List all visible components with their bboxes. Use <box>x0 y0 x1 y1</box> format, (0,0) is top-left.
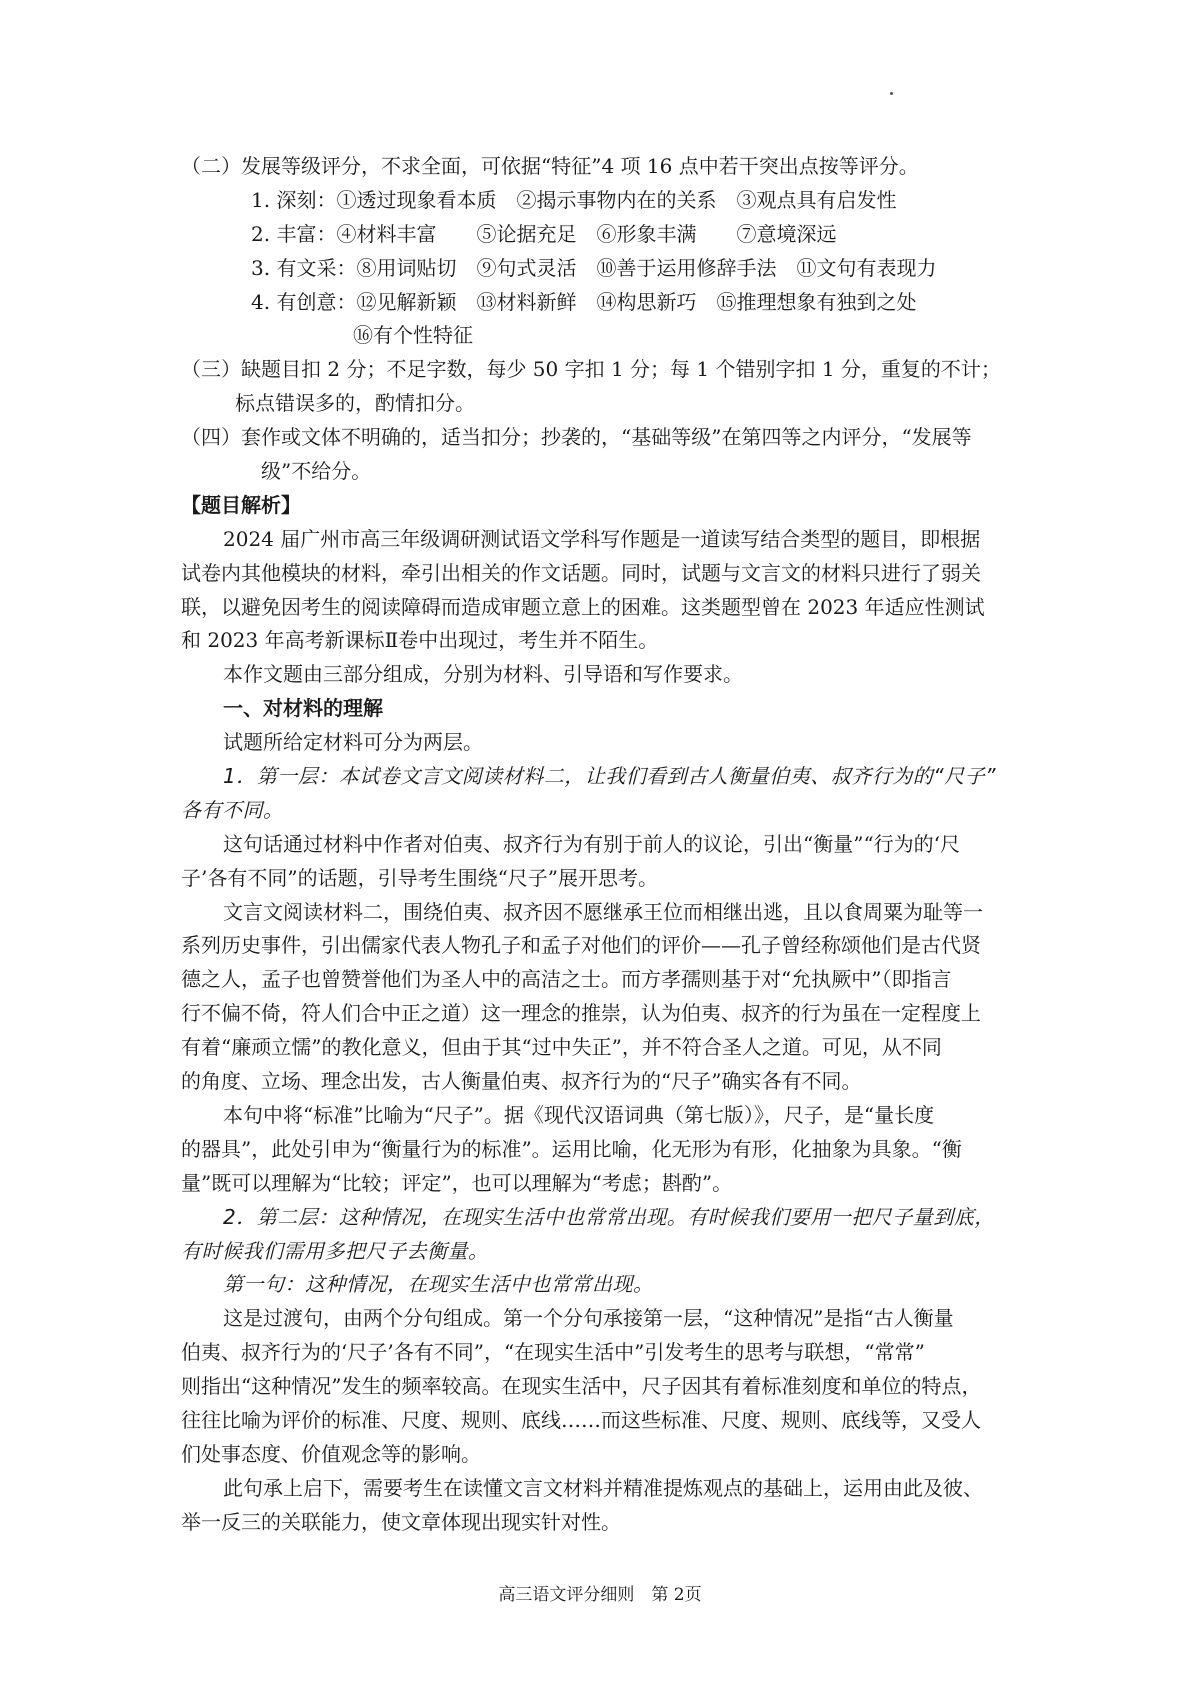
paragraph-line: 试题所给定材料可分为两层。 <box>223 730 483 755</box>
criteria-creativity-cont: ⑯有个性特征 <box>353 323 473 348</box>
paragraph-line: 的角度、立场、理念出发，古人衡量伯夷、叔齐行为的“尺子”确实各有不同。 <box>181 1069 862 1094</box>
page-footer: 高三语文评分细则 第 2页 <box>498 1585 702 1605</box>
rule-three-cont: 标点错误多的，酌情扣分。 <box>235 391 475 416</box>
paragraph-line: 这句话通过材料中作者对伯夷、叔齐行为有别于前人的议论，引出“衡量”“行为的‘尺 <box>223 831 961 856</box>
quoted-material-line: 有时候我们需用多把尺子去衡量。 <box>181 1238 489 1263</box>
quoted-material-line: 1．第一层：本试卷文言文阅读材料二，让我们看到古人衡量伯夷、叔齐行为的“尺子” <box>223 764 996 789</box>
paragraph-line: 和 2023 年高考新课标Ⅱ卷中出现过，考生并不陌生。 <box>181 628 659 653</box>
criteria-depth: 1. 深刻：①透过现象看本质 ②揭示事物内在的关系 ③观点具有启发性 <box>251 187 897 212</box>
paragraph-line: 有着“廉顽立懦”的教化意义，但由于其“过中失正”，并不符合圣人之道。可见，从不同 <box>181 1035 942 1060</box>
criteria-creativity: 4. 有创意：⑫见解新颖 ⑬材料新鲜 ⑭构思新巧 ⑮推理想象有独到之处 <box>251 289 917 314</box>
paragraph-line: 往往比喻为评价的标准、尺度、规则、底线……而这些标准、尺度、规则、底线等，又受人 <box>181 1407 981 1432</box>
paragraph-line: 伯夷、叔齐行为的‘尺子’各有不同”，“在现实生活中”引发考生的思考与联想，“常常” <box>181 1340 925 1365</box>
quoted-material-line: 第一句：这种情况，在现实生活中也常常出现。 <box>223 1272 654 1297</box>
document-body <box>181 150 1024 1540</box>
paragraph-line: 本句中将“标准”比喻为“尺子”。据《现代汉语词典（第七版）》，尺子，是“量长度 <box>223 1102 935 1127</box>
quoted-material-line: 2．第二层：这种情况，在现实生活中也常常出现。有时候我们要用一把尺子量到底， <box>223 1204 995 1229</box>
paragraph-line: 文言文阅读材料二，围绕伯夷、叔齐因不愿继承王位而相继出逃，且以食周粟为耻等一 <box>223 899 983 924</box>
rule-two: （二）发展等级评分，不求全面，可依据“特征”4 项 16 点中若干突出点按等评分。 <box>181 154 919 178</box>
paragraph-line: 们处事态度、价值观念等的影响。 <box>181 1441 481 1466</box>
paragraph-line: 2024 届广州市高三年级调研测试语文学科写作题是一道读写结合类型的题目，即根据 <box>223 526 981 551</box>
criteria-literary: 3. 有文采：⑧用词贴切 ⑨句式灵活 ⑩善于运用修辞手法 ⑪文句有表现力 <box>251 255 937 280</box>
paragraph-line: 本作文题由三部分组成，分别为材料、引导语和写作要求。 <box>223 662 743 687</box>
paragraph-line: 系列历史事件，引出儒家代表人物孔子和孟子对他们的评价——孔子曾经称颂他们是古代贤 <box>181 933 981 958</box>
paragraph-line: 量”既可以理解为“比较；评定”，也可以理解为“考虑；斟酌”。 <box>181 1170 733 1195</box>
section-heading-analysis: 【题目解析】 <box>181 492 301 517</box>
scan-dot <box>890 92 893 95</box>
paragraph-line: 行不偏不倚，符人们合中正之道）这一理念的推崇，认为伯夷、叔齐的行为虽在一定程度上 <box>181 1001 981 1026</box>
paragraph-line: 联，以避免因考生的阅读障碍而造成审题立意上的困难。这类题型曾在 2023 年适应性测试 <box>181 594 985 619</box>
rule-three: （三）缺题目扣 2 分；不足字数，每少 50 字扣 1 分；每 1 个错别字扣 1 分，重复的不计； <box>181 357 1001 382</box>
paragraph-line: 德之人，孟子也曾赞誉他们为圣人中的高洁之士。而方孝孺则基于对“允执厥中”（即指言 <box>181 967 952 992</box>
rule-four-cont: 级”不给分。 <box>261 459 372 484</box>
paragraph-line: 子’各有不同”的话题，引导考生围绕“尺子”展开思考。 <box>181 865 659 890</box>
rule-four: （四）套作或文体不明确的，适当扣分；抄袭的，“基础等级”在第四等之内评分，“发展等 <box>181 425 972 450</box>
paragraph-line: 试卷内其他模块的材料，牵引出相关的作文话题。同时，试题与文言文的材料只进行了弱关 <box>181 560 981 585</box>
paragraph-line: 举一反三的关联能力，使文章体现出现实针对性。 <box>181 1509 621 1534</box>
quoted-material-line: 各有不同。 <box>181 797 284 822</box>
paragraph-line: 则指出“这种情况”发生的频率较高。在现实生活中，尺子因其有着标准刻度和单位的特点， <box>181 1374 982 1399</box>
paragraph-line: 的器具”，此处引申为“衡量行为的标准”。运用比喻，化无形为有形，化抽象为具象。“衡 <box>181 1136 962 1161</box>
paragraph-line: 这是过渡句，由两个分句组成。第一个分句承接第一层，“这种情况”是指“古人衡量 <box>223 1306 954 1331</box>
criteria-richness: 2. 丰富：④材料丰富 ⑤论据充足 ⑥形象丰满 ⑦意境深远 <box>251 221 837 246</box>
subheading-material: 一、对材料的理解 <box>223 696 383 721</box>
paragraph-line: 此句承上启下，需要考生在读懂文言文材料并精准提炼观点的基础上，运用由此及彼、 <box>223 1475 983 1500</box>
